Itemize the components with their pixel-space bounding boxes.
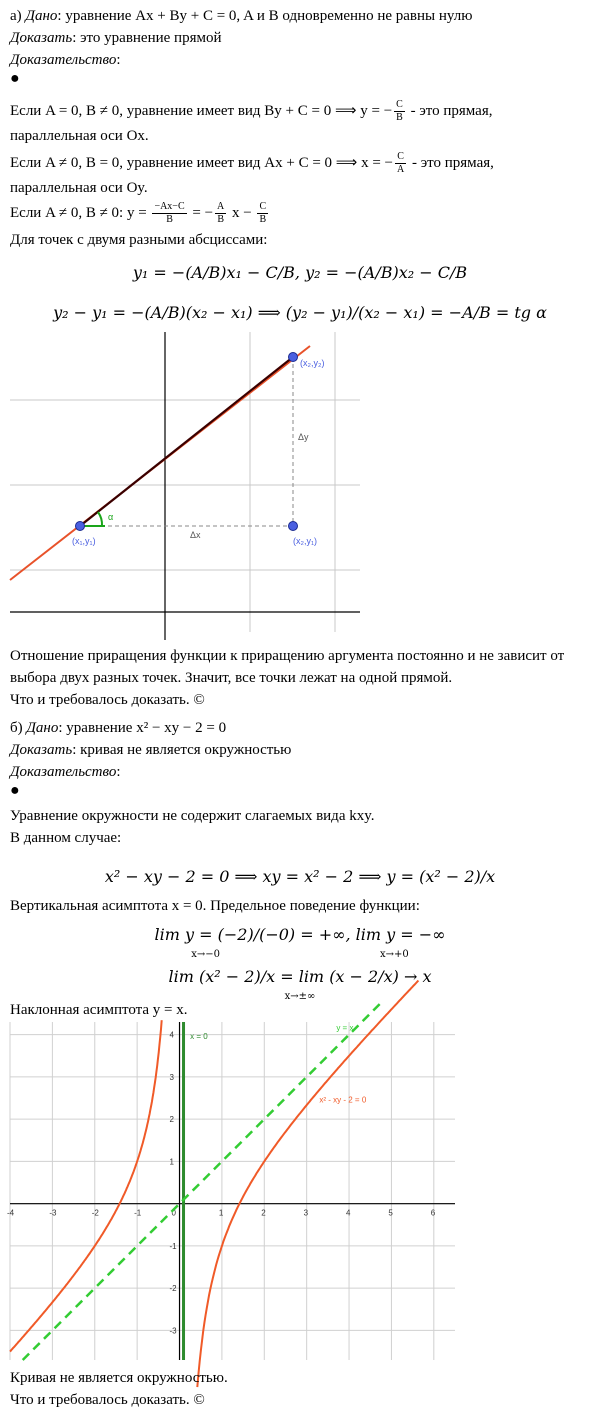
point-x2y2	[289, 353, 298, 362]
hyperbola-left-branch	[10, 1020, 162, 1351]
diagram-grid	[10, 332, 360, 632]
label-y-equals-x: y = x	[336, 1023, 354, 1033]
x-tick-label: -4	[7, 1208, 15, 1218]
label-x1y1: (x₁,y₁)	[72, 536, 96, 546]
part-b-line2: В данном случае:	[10, 830, 122, 846]
formula-y1-y2: y₁ = −(A/B)x₁ − C/B, y₂ = −(A/B)x₂ − C/B	[132, 263, 468, 282]
label-x-equals-0: x = 0	[190, 1031, 208, 1041]
lim1-sub-a: x→−0	[191, 949, 220, 960]
x-tick-label: 3	[303, 1208, 309, 1218]
y-tick-label: 4	[169, 1030, 174, 1040]
case1-line2: параллельная оси Ox.	[10, 128, 149, 144]
hyperbola-chart	[7, 1022, 460, 1362]
oblique-asymptote: Наклонная асимптота y = x.	[10, 1002, 188, 1018]
limits-line2: lim (x² − 2)/x = lim (x − 2/x) → x x→±∞	[0, 966, 600, 1008]
angle-alpha-arc	[98, 512, 102, 526]
case2-line2: параллельная оси Oy.	[10, 180, 148, 196]
x-tick-label: 1	[218, 1208, 224, 1218]
y-tick-label: -2	[169, 1284, 177, 1294]
part-b-asymptote: Вертикальная асимптота x = 0. Предельное поведение функции:	[10, 898, 420, 914]
qed-b: Что и требовалось доказать. ©	[10, 1392, 205, 1408]
label-hyperbola: x² - xy - 2 = 0	[319, 1095, 367, 1105]
qed-a: Что и требовалось доказать. ©	[10, 692, 205, 708]
part-b-bullet: ●	[10, 782, 20, 799]
x-tick-label: -3	[49, 1208, 57, 1218]
case1-line: Если A = 0, B ≠ 0, уравнение имеет вид By + C = 0 ⟹ y = − $\frac{C}{B}$ - это прямая,	[10, 99, 493, 123]
part-b-formula: x² − xy − 2 = 0 ⟹ xy = x² − 2 ⟹ y = (x² − 2)/x	[104, 867, 496, 886]
part-b-prove: Доказать: кривая не является окружностью	[10, 742, 292, 758]
x-tick-label: -1	[134, 1208, 142, 1218]
part-a-proof-label: Доказательство:	[10, 52, 121, 68]
case2-line: Если A ≠ 0, B = 0, уравнение имеет вид Ax + C = 0 ⟹ x = − $\frac{C}{A}$ - это прямая,	[10, 151, 494, 175]
y-tick-label: 1	[169, 1157, 174, 1167]
dy-label: Δy	[298, 432, 309, 442]
x-tick-label: 0	[171, 1208, 176, 1218]
part-b-proof-label: Доказательство:	[10, 764, 121, 780]
alpha-label: α	[108, 512, 114, 522]
y-tick-label: -3	[169, 1326, 177, 1336]
x-tick-label: 2	[261, 1208, 266, 1218]
y-tick-label: -1	[169, 1241, 177, 1251]
dx-label: Δx	[190, 530, 201, 540]
points-intro: Для точек с двумя разными абсциссами:	[10, 232, 268, 248]
formula-slope: y₂ − y₁ = −(A/B)(x₂ − x₁) ⟹ (y₂ − y₁)/(x₂ − x₁) = −A/B = tg α	[53, 303, 547, 322]
line-diagram	[10, 332, 370, 642]
point-x2y1	[289, 522, 298, 531]
conclusion-b: Кривая не является окружностью.	[10, 1370, 228, 1386]
series-line-yx	[23, 1001, 383, 1360]
conclusion-a-1: Отношение приращения функции к приращению аргумента постоянно и не зависит от	[10, 648, 565, 664]
part-b-line1: Уравнение окружности не содержит слагаемых вида kxy.	[10, 808, 375, 824]
x-tick-label: 4	[346, 1208, 351, 1218]
y-tick-label: 3	[169, 1072, 174, 1082]
limits-line1: lim y = (−2)/(−0) = +∞, lim y = −∞ x→−0 x→+0	[0, 924, 600, 966]
x-tick-label: 5	[388, 1208, 393, 1218]
case3-line: Если A ≠ 0, B ≠ 0: y = $\frac{-Ax-C}{B}$ = − $\frac{A}{B}$ x − $\frac{C}{B}$	[10, 201, 267, 225]
point-x1y1	[76, 522, 85, 531]
x-tick-label: -2	[91, 1208, 99, 1218]
segment-p1-p2	[80, 357, 293, 526]
lim2-sub: x→±∞	[284, 991, 316, 1002]
part-b-given: б) Дано: уравнение x² − xy − 2 = 0	[10, 720, 227, 736]
label-x2y1: (x₂,y₁)	[293, 536, 318, 546]
hyperbola-right-branch	[197, 981, 418, 1388]
y-tick-label: 2	[169, 1115, 174, 1125]
part-a-bullet: ●	[10, 70, 20, 87]
conclusion-a-2: выбора двух разных точек. Значит, все точки лежат на одной прямой.	[10, 670, 453, 686]
lim1-sub-b: x→+0	[380, 949, 409, 960]
part-a-given: а) Дано: уравнение Ax + By + C = 0, A и B одновременно не равны нулю	[10, 8, 473, 24]
label-x2y2: (x₂,y₂)	[300, 358, 325, 368]
part-a-prove: Доказать: это уравнение прямой	[10, 30, 222, 46]
x-tick-label: 6	[430, 1208, 436, 1218]
